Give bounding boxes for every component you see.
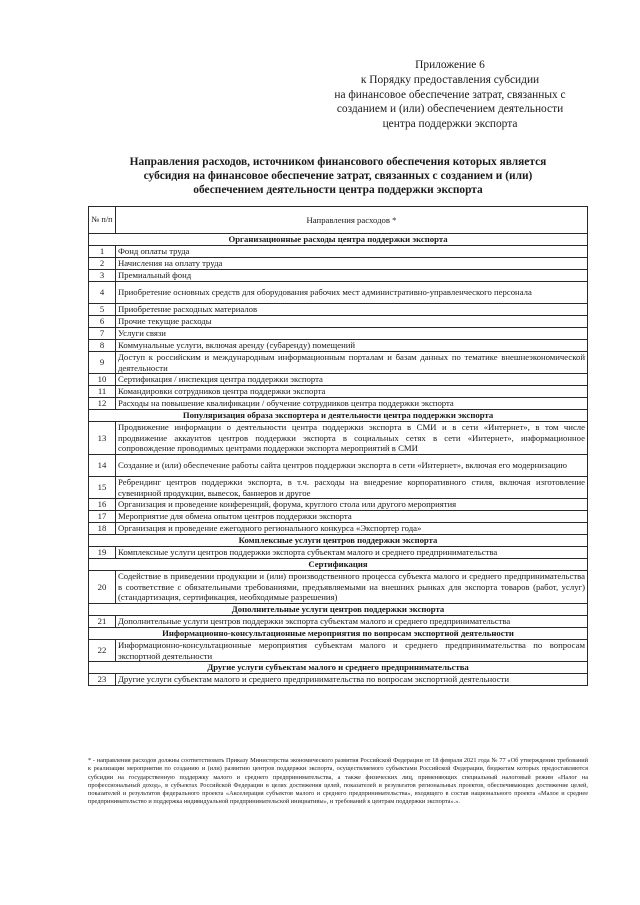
table-row xyxy=(89,270,588,282)
row-number: 12 xyxy=(89,398,116,410)
section-header-row xyxy=(89,628,588,640)
section-header-row xyxy=(89,559,588,571)
table-row xyxy=(89,477,588,499)
table-row xyxy=(89,523,588,535)
section-title: Популяризация образа экспортера и деятельности центра поддержки экспорта xyxy=(89,410,588,422)
row-direction-text: Продвижение информации о деятельности центра поддержки экспорта в СМИ и в сети «Интернет», в том числе продвижение аккаунтов центров поддержки экспорта в социальных сетях в сети «Интернет», информационное сопровождение проводимых центрами поддержки экспорта мероприятий в СМИ xyxy=(116,422,588,455)
row-number: 8 xyxy=(89,340,116,352)
row-number: 21 xyxy=(89,616,116,628)
row-direction-text: Командировки сотрудников центра поддержки экспорта xyxy=(116,386,588,398)
appendix-line: созданием и (или) обеспечением деятельности xyxy=(336,103,564,116)
row-direction-text: Информационно-консультационные мероприятия субъектам малого и среднего предпринимательства по вопросам экспортной деятельности xyxy=(116,640,588,662)
row-number: 14 xyxy=(89,455,116,477)
row-direction-text: Дополнительные услуги центров поддержки экспорта субъектам малого и среднего предпринимательства xyxy=(116,616,588,628)
section-title: Организационные расходы центра поддержки экспорта xyxy=(89,234,588,246)
row-direction-text: Коммунальные услуги, включая аренду (субаренду) помещений xyxy=(116,340,588,352)
table-row xyxy=(89,571,588,604)
row-number: 4 xyxy=(89,282,116,304)
table-row xyxy=(89,455,588,477)
row-number: 2 xyxy=(89,258,116,270)
row-number: 15 xyxy=(89,477,116,499)
appendix-line: на финансовое обеспечение затрат, связанных с xyxy=(334,88,566,101)
row-number: 20 xyxy=(89,571,116,604)
section-title: Информационно-консультационные мероприятия по вопросам экспортной деятельности xyxy=(89,628,588,640)
section-title: Дополнительные услуги центров поддержки экспорта xyxy=(89,604,588,616)
row-direction-text: Фонд оплаты труда xyxy=(116,246,588,258)
appendix-line: Приложение 6 xyxy=(415,59,485,71)
table-header-row xyxy=(89,207,588,234)
row-direction-text: Ребрендинг центров поддержки экспорта, в т.ч. расходы на внедрение корпоративного стиля, включая изготовление сувенирной продукции, вывесок, баннеров и другое xyxy=(116,477,588,499)
row-number: 5 xyxy=(89,304,116,316)
row-number: 18 xyxy=(89,523,116,535)
row-direction-text: Мероприятие для обмена опытом центров поддержки экспорта xyxy=(116,511,588,523)
row-number: 9 xyxy=(89,352,116,374)
row-number: 19 xyxy=(89,547,116,559)
document-title xyxy=(88,155,588,198)
appendix-line: к Порядку предоставления субсидии xyxy=(360,73,540,86)
table-row xyxy=(89,422,588,455)
section-header-row xyxy=(89,234,588,246)
row-number: 22 xyxy=(89,640,116,662)
row-direction-text: Сертификация / инспекция центра поддержки экспорта xyxy=(116,374,588,386)
appendix-header xyxy=(300,58,600,132)
table-row xyxy=(89,674,588,686)
table-row xyxy=(89,398,588,410)
section-header-row xyxy=(89,662,588,674)
table-body xyxy=(89,234,588,686)
table-row xyxy=(89,616,588,628)
row-number: 6 xyxy=(89,316,116,328)
section-header-row xyxy=(89,604,588,616)
table-row xyxy=(89,304,588,316)
appendix-line: центра поддержки экспорта xyxy=(382,118,518,131)
row-number: 13 xyxy=(89,422,116,455)
section-title: Комплексные услуги центров поддержки экспорта xyxy=(89,535,588,547)
row-direction-text: Другие услуги субъектам малого и среднего предпринимательства по вопросам экспортной деятельности xyxy=(116,674,588,686)
title-line: обеспечением деятельности центра поддержки экспорта xyxy=(193,184,483,197)
table-row xyxy=(89,386,588,398)
table-row xyxy=(89,282,588,304)
row-direction-text: Организация и проведение ежегодного регионального конкурса «Экспортер года» xyxy=(116,523,588,535)
footnote: * - направления расходов должны соответствовать Приказу Министерства экономического развития Российской Федерации от 18 февраля 2021 года № 77 «Об утверждении требований к реализации мероприятия по созданию и (или) развитию центров поддержки экспорта, осуществляемого субъектами Российской Федерации, бюджетам которых предоставляются субсидии на государственную поддержку малого и среднего предпринимательства, а также физических лиц, применяющих специальный налоговый режим «Налог на профессиональный доход», в субъектах Российской Федерации в целях достижения целей, показателей и результатов региональных проектов, обеспечивающих достижение целей, показателей и результатов федерального проекта «Акселерация субъектов малого и среднего предпринимательства», входящего в состав национального проекта «Малое и среднее предпринимательство и поддержка индивидуальной предпринимательской инициативы», и требований к центрам поддержки экспорта».». xyxy=(88,757,588,806)
row-direction-text: Приобретение расходных материалов xyxy=(116,304,588,316)
row-direction-text: Содействие в приведении продукции и (или) производственного процесса субъекта малого и среднего предпринимательства в соответствие с обязательными требованиями, предъявляемыми на внешних рынках для экспорта товаров (работ, услуг) (стандартизация, сертификация, необходимые разрешения) xyxy=(116,571,588,604)
row-number: 7 xyxy=(89,328,116,340)
table-row xyxy=(89,640,588,662)
row-number: 1 xyxy=(89,246,116,258)
table-row xyxy=(89,316,588,328)
row-direction-text: Комплексные услуги центров поддержки экспорта субъектам малого и среднего предпринимательства xyxy=(116,547,588,559)
row-direction-text: Создание и (или) обеспечение работы сайта центров поддержки экспорта в сети «Интернет», включая его модернизацию xyxy=(116,455,588,477)
title-line: Направления расходов, источником финансового обеспечения которых является xyxy=(129,156,547,168)
row-number: 16 xyxy=(89,499,116,511)
row-direction-text: Доступ к российским и международным информационным порталам и базам данных по тематике внешнеэкономической деятельности xyxy=(116,352,588,374)
row-direction-text: Прочие текущие расходы xyxy=(116,316,588,328)
row-number: 17 xyxy=(89,511,116,523)
column-header-direction: Направления расходов * xyxy=(116,207,588,234)
section-header-row xyxy=(89,410,588,422)
row-direction-text: Организация и проведение конференций, форума, круглого стола или другого мероприятия xyxy=(116,499,588,511)
row-direction-text: Премиальный фонд xyxy=(116,270,588,282)
row-direction-text: Приобретение основных средств для оборудования рабочих мест административно-управленческого персонала xyxy=(116,282,588,304)
table-row xyxy=(89,499,588,511)
table-row xyxy=(89,374,588,386)
table-row xyxy=(89,246,588,258)
section-header-row xyxy=(89,535,588,547)
row-number: 11 xyxy=(89,386,116,398)
table-row xyxy=(89,547,588,559)
row-number: 23 xyxy=(89,674,116,686)
table-row xyxy=(89,258,588,270)
section-title: Другие услуги субъектам малого и среднего предпринимательства xyxy=(89,662,588,674)
row-direction-text: Расходы на повышение квалификации / обучение сотрудников центра поддержки экспорта xyxy=(116,398,588,410)
expense-directions-table xyxy=(88,206,588,686)
section-title: Сертификация xyxy=(89,559,588,571)
row-number: 3 xyxy=(89,270,116,282)
row-direction-text: Начисления на оплату труда xyxy=(116,258,588,270)
column-header-number: № п/п xyxy=(89,207,116,234)
row-direction-text: Услуги связи xyxy=(116,328,588,340)
row-number: 10 xyxy=(89,374,116,386)
table-row xyxy=(89,328,588,340)
table-row xyxy=(89,352,588,374)
table-row xyxy=(89,340,588,352)
title-line: субсидия на финансовое обеспечение затрат, связанных с созданием и (или) xyxy=(143,170,533,183)
table-row xyxy=(89,511,588,523)
